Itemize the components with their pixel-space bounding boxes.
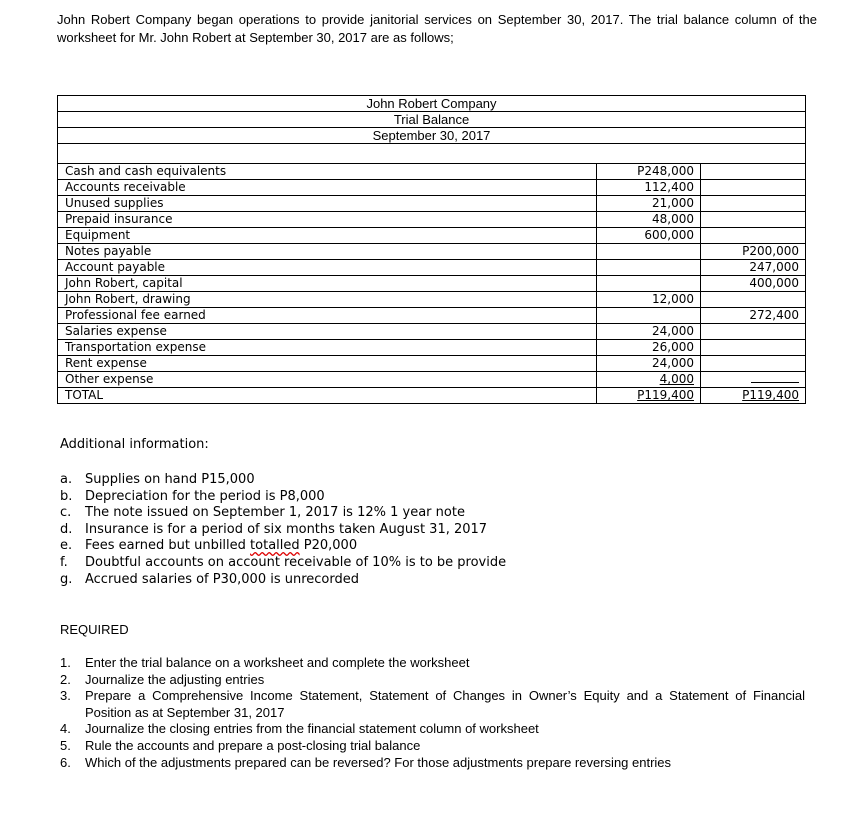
account-name: Account payable	[58, 260, 597, 276]
statement-date: September 30, 2017	[58, 128, 806, 144]
item-marker: 4.	[60, 721, 71, 737]
debit-amount	[597, 276, 701, 292]
table-row	[58, 356, 806, 372]
item-text: Journalize the closing entries from the financial statement column of worksheet	[85, 721, 539, 737]
item-marker: g.	[60, 571, 73, 587]
item-marker: f.	[60, 554, 68, 570]
table-row	[58, 260, 806, 276]
table-row	[58, 340, 806, 356]
list-item	[60, 522, 506, 539]
account-name: John Robert, drawing	[58, 292, 597, 308]
debit-amount: 21,000	[597, 196, 701, 212]
list-item	[60, 738, 805, 755]
debit-amount	[597, 244, 701, 260]
item-text: Accrued salaries of P30,000 is unrecorded	[85, 571, 359, 587]
item-marker: b.	[60, 488, 73, 504]
list-item	[60, 489, 506, 506]
credit-amount: P200,000	[701, 244, 806, 260]
table-row	[58, 324, 806, 340]
credit-amount: 272,400	[701, 308, 806, 324]
table-row	[58, 372, 806, 388]
table-row	[58, 212, 806, 228]
credit-amount	[701, 356, 806, 372]
account-name: Rent expense	[58, 356, 597, 372]
account-name: Unused supplies	[58, 196, 597, 212]
total-label: TOTAL	[58, 388, 597, 404]
list-item	[60, 572, 506, 589]
account-name: Equipment	[58, 228, 597, 244]
debit-amount: 12,000	[597, 292, 701, 308]
item-marker: 3.	[60, 688, 71, 704]
debit-amount: 4,000	[597, 372, 701, 388]
item-marker: c.	[60, 505, 72, 521]
trial-balance-table	[57, 95, 806, 404]
table-row	[58, 292, 806, 308]
credit-amount	[701, 212, 806, 228]
credit-amount	[701, 164, 806, 180]
item-marker: a.	[60, 472, 73, 487]
total-credit: P119,400	[701, 388, 806, 404]
table-row	[58, 196, 806, 212]
item-text: Prepare a Comprehensive Income Statement, Statement of Changes in Owner’s Equity and a Statement of Financial Position as at September 31, 2017	[85, 688, 805, 720]
item-text: Insurance is for a period of six months taken August 31, 2017	[85, 521, 488, 537]
account-name: Prepaid insurance	[58, 212, 597, 228]
item-marker: 5.	[60, 737, 71, 753]
company-name: John Robert Company	[58, 96, 806, 112]
credit-amount: 247,000	[701, 260, 806, 276]
item-text: Depreciation for the period is P8,000	[85, 488, 325, 504]
item-marker: 6.	[60, 754, 71, 770]
debit-amount: 600,000	[597, 228, 701, 244]
required-list	[60, 655, 805, 771]
table-row	[58, 228, 806, 244]
list-item	[60, 505, 506, 522]
list-item	[60, 688, 805, 721]
item-text: Supplies on hand P15,000	[85, 472, 255, 487]
credit-amount	[701, 292, 806, 308]
item-marker: 2.	[60, 671, 71, 687]
spellcheck-flagged-word[interactable]: totalled	[250, 538, 300, 554]
debit-amount: P248,000	[597, 164, 701, 180]
table-row	[58, 164, 806, 180]
debit-amount	[597, 260, 701, 276]
list-item	[60, 472, 506, 489]
credit-amount	[701, 340, 806, 356]
account-name: Transportation expense	[58, 340, 597, 356]
account-name: Professional fee earned	[58, 308, 597, 324]
account-name: Salaries expense	[58, 324, 597, 340]
credit-amount	[701, 180, 806, 196]
item-marker: 1.	[60, 655, 71, 670]
account-name: Notes payable	[58, 244, 597, 260]
intro-paragraph: John Robert Company began operations to provide janitorial services on September 30, 2017. The trial balance column of the worksheet for Mr. John Robert at September 30, 2017 are as follows;	[57, 12, 817, 45]
item-text: The note issued on September 1, 2017 is 12% 1 year note	[85, 505, 465, 521]
table-row	[58, 308, 806, 324]
list-item	[60, 755, 805, 772]
item-text: Doubtful accounts on account receivable of 10% is to be provide	[85, 554, 507, 570]
list-item	[60, 555, 506, 572]
table-row	[58, 276, 806, 292]
list-item	[60, 672, 805, 689]
total-row	[58, 388, 806, 404]
additional-info-title: Additional information:	[60, 437, 209, 452]
account-name: Other expense	[58, 372, 597, 388]
item-text: Which of the adjustments prepared can be reversed? For those adjustments prepare reversing entries	[85, 754, 672, 770]
debit-amount	[597, 308, 701, 324]
table-row	[58, 244, 806, 260]
item-text: Journalize the adjusting entries	[85, 671, 265, 687]
debit-amount: 112,400	[597, 180, 701, 196]
item-text: Enter the trial balance on a worksheet and complete the worksheet	[85, 655, 470, 670]
required-title: REQUIRED	[60, 622, 129, 637]
blank-row	[58, 144, 806, 164]
debit-amount: 48,000	[597, 212, 701, 228]
item-marker: d.	[60, 521, 73, 537]
list-item	[60, 655, 805, 672]
list-item	[60, 721, 805, 738]
debit-amount: 24,000	[597, 356, 701, 372]
item-text: Fees earned but unbilled totalled P20,000	[85, 538, 358, 554]
credit-amount: 400,000	[701, 276, 806, 292]
item-marker: e.	[60, 538, 73, 554]
account-name: Cash and cash equivalents	[58, 164, 597, 180]
account-name: John Robert, capital	[58, 276, 597, 292]
additional-info-list	[60, 472, 506, 588]
item-text: Rule the accounts and prepare a post-closing trial balance	[85, 737, 421, 753]
account-name: Accounts receivable	[58, 180, 597, 196]
statement-title: Trial Balance	[58, 112, 806, 128]
list-item	[60, 538, 506, 555]
credit-amount	[701, 228, 806, 244]
credit-amount	[701, 324, 806, 340]
credit-amount	[701, 372, 806, 388]
debit-amount: 26,000	[597, 340, 701, 356]
debit-amount: 24,000	[597, 324, 701, 340]
total-debit: P119,400	[597, 388, 701, 404]
credit-amount	[701, 196, 806, 212]
table-row	[58, 180, 806, 196]
